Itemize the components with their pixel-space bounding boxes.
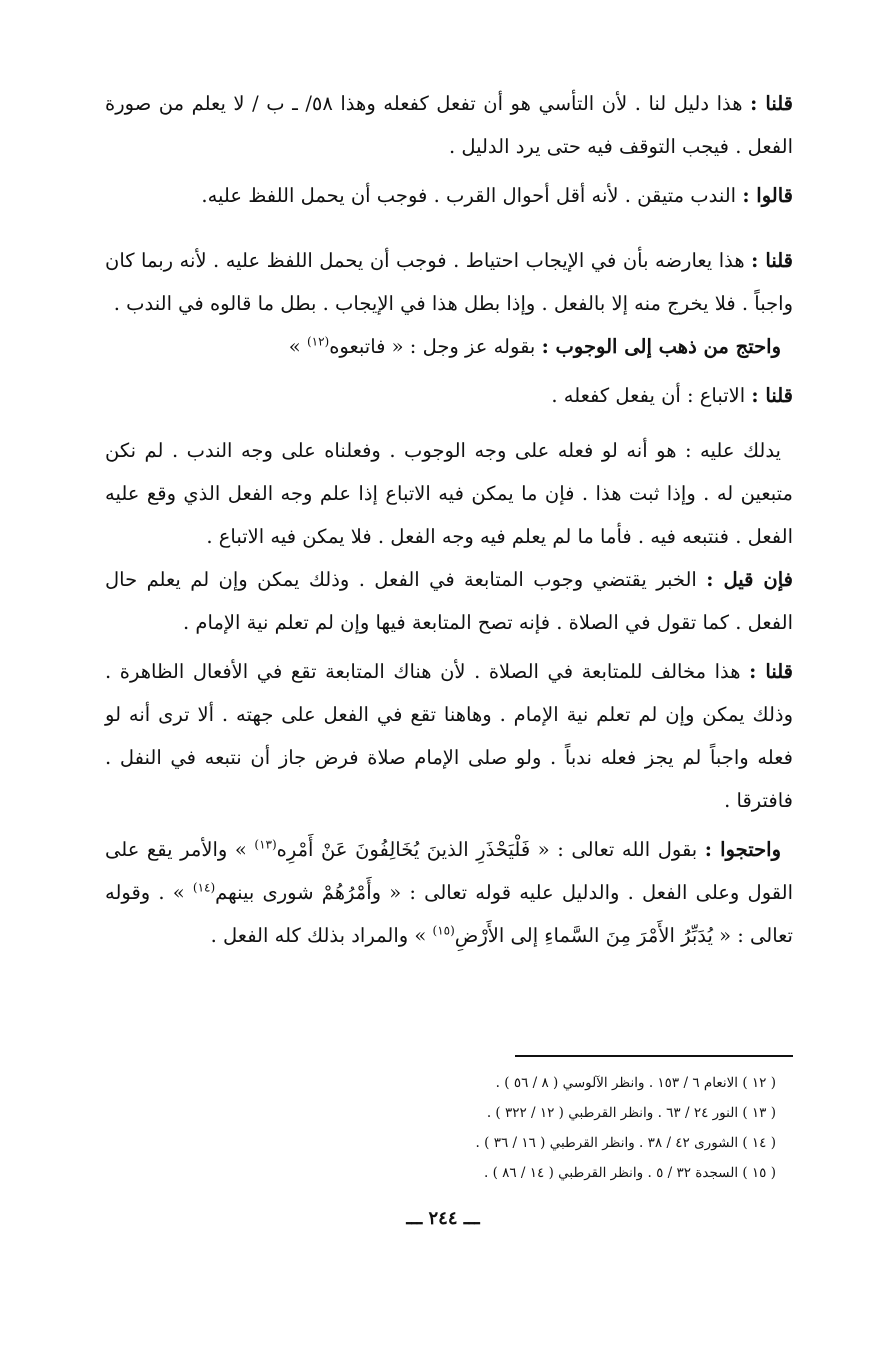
paragraph-8: [105, 650, 793, 822]
paragraph-4: [105, 325, 793, 368]
paragraph-text: الندب متيقن . لأنه أقل أحوال القرب . فوجب أن يحمل اللفظ عليه.: [201, 184, 743, 207]
footnote-divider: [515, 1055, 793, 1057]
paragraph-lead: قلنا :: [751, 384, 793, 407]
footnote-ref: (١٢): [306, 334, 330, 349]
paragraph-lead: قلنا :: [751, 249, 793, 272]
footnotes: [360, 1068, 776, 1188]
paragraph-lead: واحتجوا :: [704, 838, 782, 861]
paragraph-text-tail: » والأمر يقع على القول وعلى الفعل . والدليل عليه قوله تعالى : « وأَمْرُهُمْ شورى بينهم: [105, 838, 793, 904]
paragraph-lead: قالوا :: [742, 184, 793, 207]
page-number: ـــ ٢٤٤ ـــ: [406, 1208, 480, 1229]
footnote-14: ( ١٤ ) الشورى ٤٢ / ٣٨ . وانظر القرطبي ( ١٦ / ٣٦ ) .: [475, 1135, 776, 1151]
paragraph-text: يدلك عليه : هو أنه لو فعله على وجه الوجوب . وفعلناه على وجه الندب . لم نكن متبعين له . وإذا ثبت هذا . فإن ما يمكن فيه الاتباع إذا علم وجه الفعل الذي وقع عليه الفعل . فنتبعه فيه . فأما ما لم يعلم فيه وجه الفعل . فلا يمكن فيه الاتباع .: [105, 439, 793, 548]
main-text: [105, 82, 793, 957]
footnote-ref: (١٥): [432, 923, 455, 938]
footnote-ref: (١٣): [254, 837, 277, 852]
paragraph-6: [105, 429, 793, 558]
footnote-13: ( ١٣ ) النور ٢٤ / ٦٣ . وانظر القرطبي ( ١٢ / ٣٢٢ ) .: [486, 1105, 776, 1121]
paragraph-text: هذا دليل لنا . لأن التأسي هو أن تفعل كفعله وهذا ٥٨/ ـ ب / لا يعلم من صورة الفعل . فيجب التوقف فيه حتى يرد الدليل .: [105, 92, 793, 158]
footnote-ref: (١٤): [192, 880, 216, 895]
paragraph-lead: فإن قيل :: [706, 568, 793, 591]
paragraph-text: هذا يعارضه بأن في الإيجاب احتياط . فوجب أن يحمل اللفظ عليه . لأنه ربما كان واجباً . فلا يخرج منه إلا بالفعل . وإذا بطل هذا في الإيجاب . بطل ما قالوه في الندب .: [105, 249, 793, 315]
paragraph-text: بقوله عز وجل : « فاتبعوه: [329, 335, 542, 358]
paragraph-text-tail: »: [288, 335, 307, 358]
paragraph-text: هذا مخالف للمتابعة في الصلاة . لأن هناك المتابعة تقع في الأفعال الظاهرة . وذلك يمكن وإن لم تعلم نية الإمام . وهاهنا تقع في الفعل على جهته . ألا ترى أنه لو فعله واجباً لم يجز فعله ندباً . ولو صلى الإمام صلاة فرض جاز أن نتبعه في النفل . فافترقا .: [105, 660, 793, 812]
paragraph-7: [105, 558, 793, 644]
paragraph-text: الخبر يقتضي وجوب المتابعة في الفعل . وذلك يمكن وإن لم يعلم حال الفعل . كما تقول في الصلاة . فإنه تصح المتابعة فيها وإن لم تعلم نية الإمام .: [105, 568, 793, 634]
paragraph-text: بقول الله تعالى : « فَلْيَحْذَرِ الذينَ يُخَالِفُونَ عَنْ أَمْرِه: [276, 838, 705, 861]
footnote-15: ( ١٥ ) السجدة ٣٢ / ٥ . وانظر القرطبي ( ١٤ / ٨٦ ) .: [483, 1165, 776, 1181]
paragraph-text: الاتباع : أن يفعل كفعله .: [551, 384, 752, 407]
paragraph-9: [105, 828, 793, 957]
paragraph-1: [105, 82, 793, 168]
paragraph-3: [105, 239, 793, 325]
paragraph-5: [105, 374, 793, 417]
paragraph-text-tail: » . وقوله تعالى : « يُدَبِّرُ الأَمْرَ مِنَ السَّماءِ إلى الأَرْضِ: [105, 881, 793, 947]
footnote-12: ( ١٢ ) الانعام ٦ / ١٥٣ . وانظر الآلوسي ( ٨ / ٥٦ ) .: [495, 1075, 776, 1091]
paragraph-text-tail: » والمراد بذلك كله الفعل .: [210, 924, 433, 947]
paragraph-2: [105, 174, 793, 217]
paragraph-lead: قلنا :: [750, 92, 793, 115]
paragraph-lead: قلنا :: [749, 660, 793, 683]
paragraph-lead: واحتج من ذهب إلى الوجوب :: [541, 335, 781, 358]
